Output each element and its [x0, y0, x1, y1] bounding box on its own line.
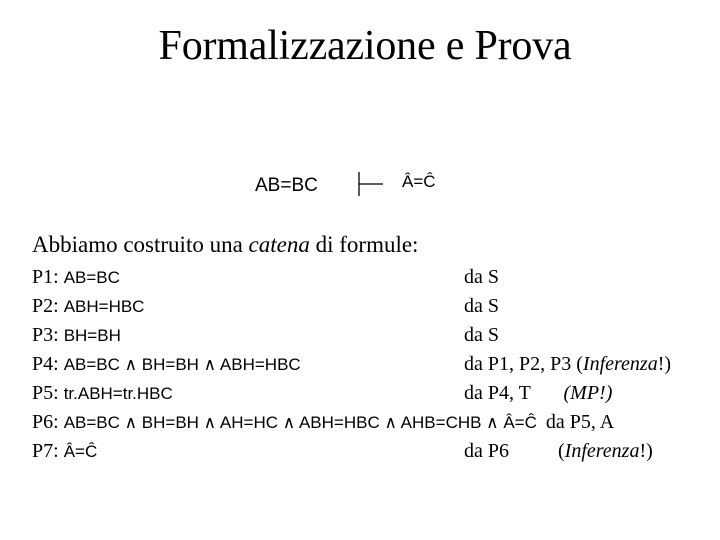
step-formula: AB=BC — [63, 268, 120, 287]
step-source-pre: ( — [558, 440, 565, 462]
step-formula: BH=BH — [63, 326, 121, 345]
step-source-text: da P4, T — [464, 382, 531, 404]
step-source-text: da P1, P2, P3 ( — [464, 353, 583, 375]
step-source-italic: Inferenza — [564, 440, 640, 462]
thesis-premise — [255, 172, 318, 197]
step-formula: ABH=HBC — [63, 297, 145, 316]
intro-italic: catena — [248, 232, 310, 257]
step-source-post: !) — [639, 440, 653, 462]
step-label: P6: — [32, 411, 59, 433]
step-row-p1 — [32, 266, 120, 289]
step-row-p7 — [32, 440, 97, 463]
slide-title: Formalizzazione e Prova — [158, 23, 572, 69]
intro-sentence — [32, 232, 418, 258]
thesis-conclusion-text: Â=Ĉ — [402, 172, 436, 191]
step-source-p5 — [464, 382, 612, 405]
step-row-p3 — [32, 324, 121, 347]
step-source-p7 — [464, 440, 653, 463]
thesis-premise-text: AB=BC — [255, 175, 318, 196]
step-label: P1: — [32, 266, 59, 288]
step-source-p6: da P5, A — [545, 411, 615, 433]
step-formula: Â=Ĉ — [63, 442, 98, 461]
step-formula: AB=BC ∧ BH=BH ∧ ABH=HBC — [63, 355, 301, 374]
intro-post: di formule: — [309, 232, 419, 257]
step-label: P5: — [32, 382, 59, 404]
thesis-conclusion — [402, 172, 436, 192]
turnstile-icon — [357, 170, 383, 198]
step-source-italic: (MP!) — [563, 382, 613, 404]
step-row-p6 — [32, 411, 614, 434]
step-source-text: da P6 — [464, 440, 509, 462]
step-formula: AB=BC ∧ BH=BH ∧ AH=HC ∧ ABH=HBC ∧ AHB=CHB ∧ Â=Ĉ — [63, 413, 537, 432]
intro-pre: Abbiamo costruito una — [32, 232, 249, 257]
step-source-p4 — [464, 353, 671, 376]
step-source-p1: da S — [464, 266, 499, 288]
step-label: P4: — [32, 353, 59, 375]
step-source-p2: da S — [464, 295, 499, 317]
step-row-p4 — [32, 353, 301, 376]
step-source-italic: Inferenza — [582, 353, 658, 375]
step-label: P7: — [32, 440, 59, 462]
step-source-p3: da S — [464, 324, 499, 346]
step-source-post: !) — [657, 353, 672, 375]
step-row-p2 — [32, 295, 144, 318]
step-label: P3: — [32, 324, 59, 346]
step-label: P2: — [32, 295, 59, 317]
step-row-p5 — [32, 382, 173, 405]
step-formula: tr.ABH=tr.HBC — [63, 384, 173, 403]
